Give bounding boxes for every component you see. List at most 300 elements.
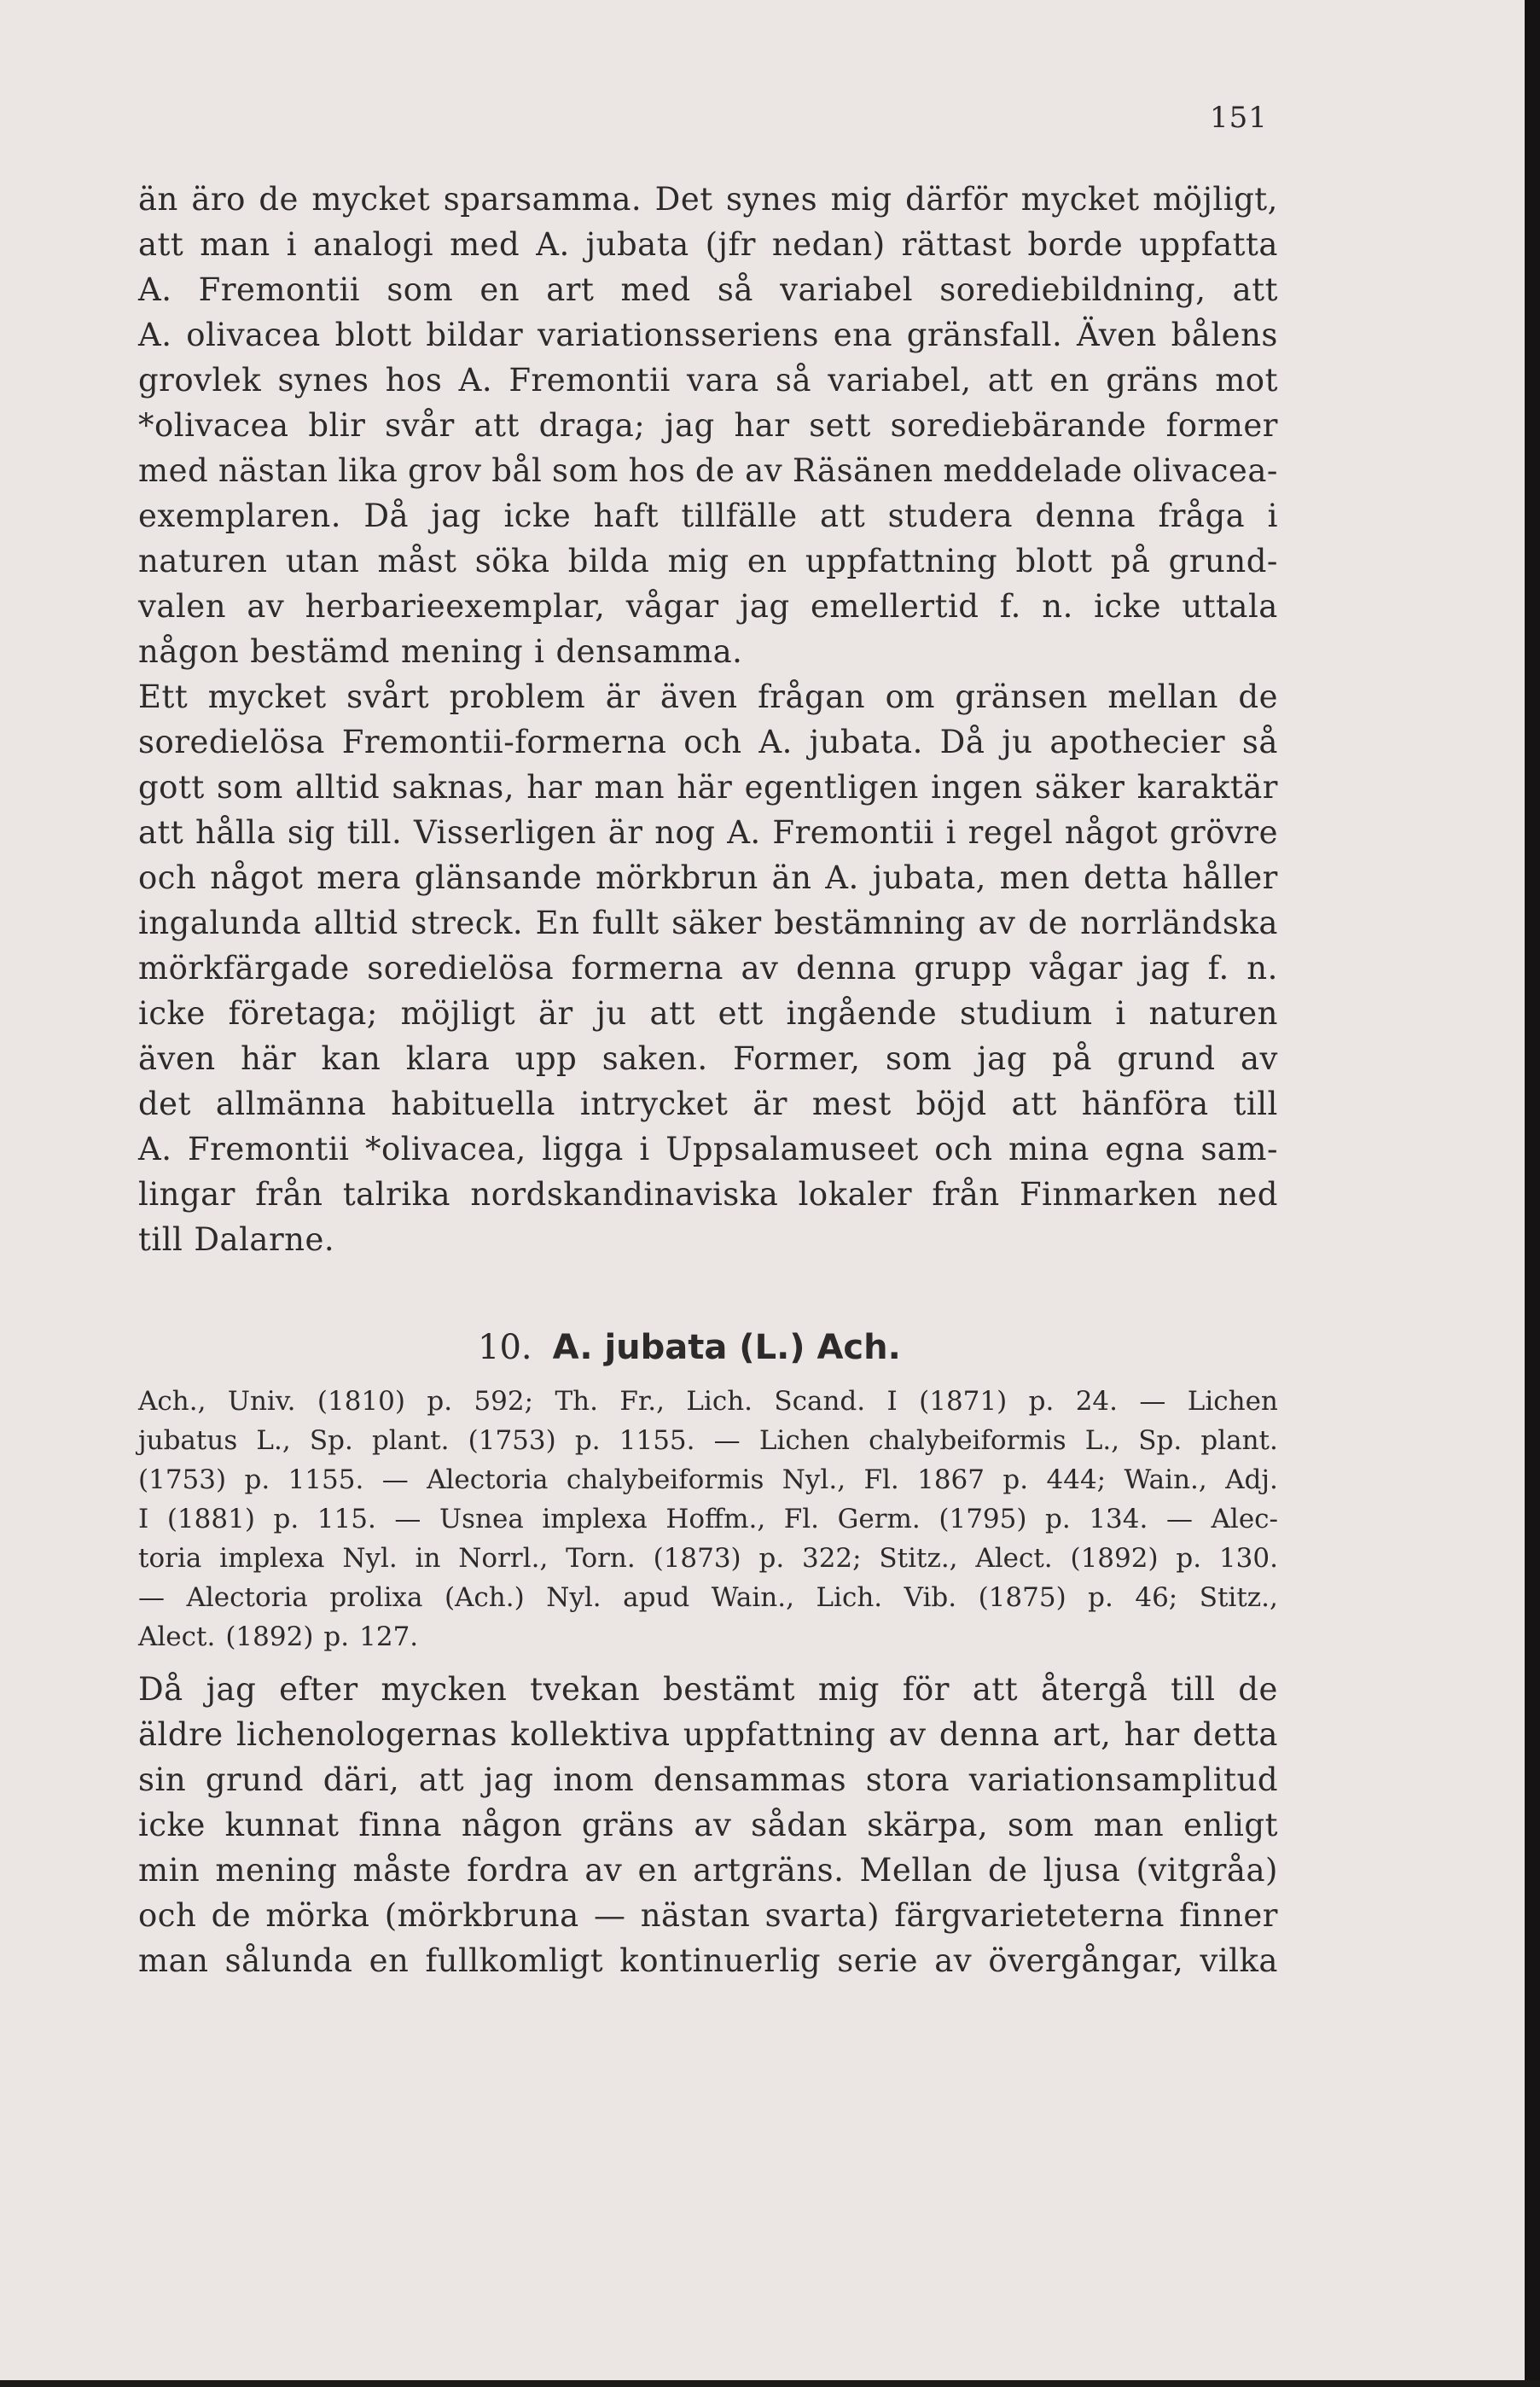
word: ljusa: [1043, 1852, 1121, 1889]
section-number: 10.: [478, 1328, 532, 1367]
word: draga;: [538, 407, 646, 444]
word: 46;: [1135, 1582, 1178, 1613]
word: denna: [795, 950, 897, 987]
word: 127.: [359, 1621, 419, 1652]
word: av: [745, 452, 783, 489]
word: att: [1011, 1086, 1057, 1122]
word: bestämd: [250, 633, 390, 670]
word: Då: [138, 1671, 183, 1708]
word: hos: [385, 362, 443, 399]
word: av: [1240, 1040, 1278, 1077]
text-line: [138, 449, 1278, 493]
word: bålens: [1171, 317, 1278, 353]
scan-border-bottom: [0, 2380, 1540, 2387]
text-line: [138, 1939, 1278, 1983]
word: variationsamplitud: [968, 1761, 1278, 1798]
text-line: [138, 1803, 1278, 1848]
text-line: [138, 1894, 1278, 1938]
section-title: A. jubata (L.) Ach.: [552, 1328, 901, 1367]
word: från: [932, 1176, 1000, 1213]
word: man: [200, 226, 270, 263]
word: av: [978, 905, 1016, 941]
word: Lich.: [816, 1582, 883, 1613]
word: ligga: [542, 1131, 624, 1167]
word: något: [1064, 814, 1159, 851]
word: min: [138, 1852, 200, 1889]
word: bestämning: [774, 905, 966, 941]
word: lokaler: [798, 1176, 913, 1213]
word: för: [902, 1671, 950, 1708]
text-line: [138, 856, 1278, 900]
word: Stitz.,: [879, 1543, 958, 1574]
word: de: [259, 181, 299, 218]
word: en: [747, 543, 787, 579]
word: jag: [431, 498, 482, 534]
word: till: [1233, 1086, 1278, 1122]
word: rättast: [901, 226, 1012, 263]
word: säker: [671, 905, 762, 941]
word: av: [888, 1716, 927, 1753]
word: på: [1110, 543, 1151, 579]
word: enligt: [1183, 1807, 1278, 1843]
word: som: [885, 1040, 952, 1077]
word: tvekan: [530, 1671, 641, 1708]
word: synes: [726, 181, 818, 218]
word: sig: [287, 814, 335, 851]
word: denna: [1035, 498, 1136, 534]
text-line: [138, 313, 1278, 358]
word: alltid: [295, 769, 381, 806]
word: grupp: [914, 950, 1013, 987]
word: Stitz.,: [1199, 1582, 1278, 1613]
word: mellan: [1107, 678, 1218, 715]
word: serie: [837, 1942, 919, 1979]
text-line: [138, 1037, 1278, 1081]
word: Sp.: [309, 1425, 353, 1456]
word: att: [418, 1761, 465, 1798]
word: mig: [830, 181, 892, 218]
word: *olivacea: [138, 407, 289, 444]
word: gränsen: [955, 678, 1088, 715]
word: sorediebildning,: [939, 271, 1206, 308]
word: uttala: [1182, 588, 1278, 625]
word: Lichen: [758, 1425, 850, 1456]
reference-line: [138, 1540, 1278, 1577]
word: äro: [191, 181, 246, 218]
word: densamma.: [555, 633, 743, 670]
word: svårt: [346, 678, 430, 715]
word: plant.: [1200, 1425, 1278, 1456]
text-line: [138, 1758, 1278, 1802]
section-heading: [478, 1321, 939, 1374]
word: Lich.: [686, 1386, 753, 1417]
word: (1873): [653, 1543, 741, 1574]
word: Det: [654, 181, 713, 218]
word: —: [1165, 1504, 1193, 1534]
word: denna: [939, 1716, 1040, 1753]
word: att: [819, 498, 866, 534]
word: p.: [1028, 1386, 1055, 1417]
word: färgvarieteterna: [894, 1897, 1165, 1934]
word: hos: [628, 452, 686, 489]
word: grövre: [1169, 814, 1278, 851]
word: till.: [346, 814, 403, 851]
word: Dalarne.: [194, 1221, 335, 1258]
word: jubata.: [809, 724, 923, 760]
word: gränsfall.: [906, 317, 1063, 353]
word: grund: [1117, 1040, 1216, 1077]
word: naturen: [1148, 995, 1278, 1032]
word: egna: [1105, 1131, 1185, 1167]
word: så: [1241, 724, 1278, 760]
word: mera: [317, 859, 402, 896]
word: analogi: [313, 226, 434, 263]
word: är: [605, 678, 641, 715]
word: in: [415, 1543, 441, 1574]
word: A.: [727, 814, 761, 851]
word: jag: [664, 407, 715, 444]
word: implexa: [542, 1504, 648, 1534]
word: något: [210, 859, 304, 896]
word: naturen: [138, 543, 268, 579]
word: mycken: [381, 1671, 508, 1708]
word: Usnea: [439, 1504, 524, 1534]
word: säker: [1034, 769, 1125, 806]
word: En: [535, 905, 580, 941]
word: variationsseriens: [537, 317, 819, 353]
word: Wain.,: [711, 1582, 794, 1613]
word: i: [639, 1131, 650, 1167]
word: sett: [809, 407, 871, 444]
word: ingående: [786, 995, 938, 1032]
word: ingen: [931, 769, 1023, 806]
word: detta: [1083, 859, 1169, 896]
word: av: [934, 1942, 973, 1979]
word: som: [386, 271, 454, 308]
word: uppfattning: [683, 1716, 876, 1753]
word: ingalunda: [138, 905, 302, 941]
word: en: [479, 271, 520, 308]
word: de: [694, 452, 735, 489]
word: haft: [593, 498, 660, 534]
word: uppfattning: [805, 543, 998, 579]
word: som: [1008, 1807, 1074, 1843]
word: Alect.: [138, 1621, 216, 1652]
word: är: [607, 814, 643, 851]
word: herbarieexemplar,: [305, 588, 606, 625]
word: Germ.: [837, 1504, 921, 1534]
word: ena: [833, 317, 893, 353]
word: 1155.: [619, 1425, 695, 1456]
word: de: [1027, 905, 1068, 941]
word: söka: [474, 543, 550, 579]
word: p.: [1088, 1582, 1113, 1613]
word: till: [138, 1221, 183, 1258]
word: p.: [758, 1543, 785, 1574]
word: Fl.: [783, 1504, 820, 1534]
word: studera: [887, 498, 1014, 534]
word: toria: [138, 1543, 202, 1574]
word: Lichen: [1187, 1386, 1278, 1417]
word: talrika: [342, 1176, 451, 1213]
word: mina: [1008, 1131, 1090, 1167]
word: Fremontii-formerna: [341, 724, 667, 760]
word: vara: [687, 362, 759, 399]
word: kontinuerlig: [619, 1942, 822, 1979]
word: nog: [654, 814, 716, 851]
word: sorediebärande: [890, 407, 1147, 444]
reference-line: [138, 1618, 1278, 1656]
text-line: [138, 539, 1278, 584]
word: Alect.: [975, 1543, 1053, 1574]
word: mycket: [207, 678, 327, 715]
word: man: [594, 769, 665, 806]
text-line: [138, 585, 1278, 629]
word: fullt: [592, 905, 660, 941]
word: borde: [1027, 226, 1124, 263]
word: lichenologernas: [235, 1716, 497, 1753]
word: 444;: [1046, 1464, 1107, 1495]
word: här: [241, 1040, 297, 1077]
word: A.: [825, 859, 859, 896]
word: efter: [279, 1671, 358, 1708]
word: Fremontii: [772, 814, 934, 851]
word: blott: [334, 317, 412, 353]
word: det: [138, 1086, 191, 1122]
word: i: [1115, 995, 1126, 1032]
word: skärpa,: [867, 1807, 989, 1843]
word: lika: [338, 452, 398, 489]
word: av: [694, 1807, 732, 1843]
word: mörka: [265, 1897, 370, 1934]
word: Former,: [733, 1040, 861, 1077]
word: Då: [939, 724, 985, 760]
word: Alec-: [1211, 1504, 1278, 1534]
word: grund-: [1168, 543, 1278, 579]
word: A.: [138, 271, 172, 308]
word: frågan: [758, 678, 866, 715]
text-line: [138, 1127, 1278, 1172]
word: därför: [905, 181, 1008, 218]
word: möjligt,: [1153, 181, 1278, 218]
word: (1753): [468, 1425, 556, 1456]
word: apothecier: [1049, 724, 1226, 760]
text-line: [138, 992, 1278, 1036]
word: klara: [405, 1040, 491, 1077]
word: —: [381, 1464, 409, 1495]
word: Th.: [555, 1386, 598, 1417]
word: mig: [817, 1671, 880, 1708]
word: intrycket: [579, 1086, 729, 1122]
word: de: [1238, 678, 1278, 715]
word: med: [138, 452, 209, 489]
text-line: [138, 1848, 1278, 1893]
word: vågar: [625, 588, 719, 625]
word: jag: [483, 1761, 534, 1798]
word: än: [138, 181, 178, 218]
word: karaktär: [1136, 769, 1278, 806]
word: en: [1049, 362, 1090, 399]
word: nästan: [218, 452, 328, 489]
word: grund: [205, 1761, 305, 1798]
word: L.,: [1084, 1425, 1120, 1456]
word: mörkfärgade: [138, 950, 350, 987]
word: 130.: [1218, 1543, 1278, 1574]
word: ju: [1002, 724, 1033, 760]
word: L.,: [256, 1425, 291, 1456]
text-line: [138, 630, 1278, 674]
word: av: [741, 950, 779, 987]
word: Ach.,: [138, 1386, 206, 1417]
word: (mörkbruna: [384, 1897, 579, 1934]
word: jubata,: [872, 859, 986, 896]
word: Då: [363, 498, 410, 534]
word: (vitgråa): [1136, 1852, 1278, 1889]
word: 24.: [1075, 1386, 1118, 1417]
word: har: [1124, 1716, 1180, 1753]
word: gräns: [1106, 362, 1199, 399]
word: återgå: [1040, 1671, 1148, 1708]
word: Torn.: [566, 1543, 636, 1574]
word: variabel: [780, 271, 914, 308]
word: valen: [138, 588, 227, 625]
word: Uppsalamuseet: [665, 1131, 919, 1167]
text-line: [138, 178, 1278, 222]
text-line: [138, 946, 1278, 991]
text-line: [138, 1218, 1278, 1262]
word: övergångar,: [988, 1942, 1184, 1979]
word: chalybeiformis: [869, 1425, 1066, 1456]
word: nordskandinaviska: [470, 1176, 779, 1213]
word: I: [138, 1504, 149, 1534]
word: saken.: [601, 1040, 708, 1077]
word: äldre: [138, 1716, 224, 1753]
word: att: [649, 995, 695, 1032]
word: synes: [277, 362, 369, 399]
word: att: [987, 362, 1034, 399]
word: svår: [385, 407, 455, 444]
word: A.: [758, 724, 793, 760]
text-line: [138, 766, 1278, 810]
word: uppfatta: [1139, 226, 1278, 263]
word: A.: [138, 317, 172, 353]
word: finner: [1179, 1897, 1278, 1934]
word: i: [1267, 498, 1278, 534]
word: från: [255, 1176, 323, 1213]
word: tillfälle: [681, 498, 798, 534]
text-line: [138, 404, 1278, 448]
word: böjd: [915, 1086, 987, 1122]
word: en: [637, 1852, 678, 1889]
word: Nyl.: [342, 1543, 398, 1574]
word: icke: [1094, 588, 1162, 625]
word: jag: [206, 1671, 257, 1708]
word: I: [886, 1386, 898, 1417]
word: exemplaren.: [138, 498, 341, 534]
word: n.: [1042, 588, 1073, 625]
word: Wain.,: [1124, 1464, 1207, 1495]
text-line: [138, 268, 1278, 312]
word: n.: [1247, 950, 1278, 987]
word: art: [546, 271, 595, 308]
word: —: [394, 1504, 421, 1534]
word: här: [677, 769, 733, 806]
word: 134.: [1089, 1504, 1148, 1534]
word: detta: [1193, 1716, 1278, 1753]
word: Mellan: [859, 1852, 973, 1889]
word: och: [934, 1131, 993, 1167]
word: Scand.: [774, 1386, 866, 1417]
word: har: [734, 407, 790, 444]
word: former: [1165, 407, 1278, 444]
word: med: [450, 226, 520, 263]
word: företaga;: [228, 995, 378, 1032]
word: emellertid: [810, 588, 979, 625]
word: p.: [244, 1464, 270, 1495]
reference-line: [138, 1461, 1278, 1499]
word: så: [717, 271, 753, 308]
word: fullkomligt: [425, 1942, 604, 1979]
word: (Ach.): [444, 1582, 525, 1613]
word: hänföra: [1081, 1086, 1209, 1122]
word: studium: [959, 995, 1093, 1032]
word: grov: [408, 452, 482, 489]
word: av: [584, 1852, 623, 1889]
word: i: [534, 633, 545, 670]
word: de: [211, 1897, 252, 1934]
word: —: [713, 1425, 741, 1456]
word: Räsänen: [792, 452, 933, 489]
word: grovlek: [138, 362, 262, 399]
word: problem: [449, 678, 586, 715]
word: någon: [138, 633, 240, 670]
word: mycket: [311, 181, 431, 218]
word: däri,: [323, 1761, 400, 1798]
word: mest: [811, 1086, 892, 1122]
word: Norrl.,: [458, 1543, 549, 1574]
word: bestämt: [663, 1671, 796, 1708]
word: i: [945, 814, 956, 851]
word: ned: [1217, 1176, 1278, 1213]
word: att: [972, 1671, 1019, 1708]
word: men: [999, 859, 1071, 896]
word: gott: [138, 769, 205, 806]
word: sparsamma.: [443, 181, 642, 218]
word: saknas,: [392, 769, 514, 806]
word: till: [1171, 1671, 1216, 1708]
word: utan: [285, 543, 360, 579]
word: mörkbrun: [596, 859, 758, 896]
text-line: [138, 901, 1278, 946]
word: fordra: [467, 1852, 570, 1889]
word: stora: [865, 1761, 950, 1798]
text-line: [138, 223, 1278, 267]
word: jubatus: [138, 1425, 238, 1456]
word: att: [1232, 271, 1278, 308]
word: håller: [1182, 859, 1278, 896]
word: Alectoria: [427, 1464, 549, 1495]
word: artgräns.: [693, 1852, 845, 1889]
word: hålla: [195, 814, 276, 851]
word: måst: [377, 543, 457, 579]
word: att: [138, 814, 184, 851]
word: 592;: [474, 1386, 534, 1417]
word: så: [776, 362, 812, 399]
word: 1155.: [288, 1464, 364, 1495]
word: variabel,: [828, 362, 972, 399]
word: Univ.: [227, 1386, 296, 1417]
word: vilka: [1200, 1942, 1278, 1979]
